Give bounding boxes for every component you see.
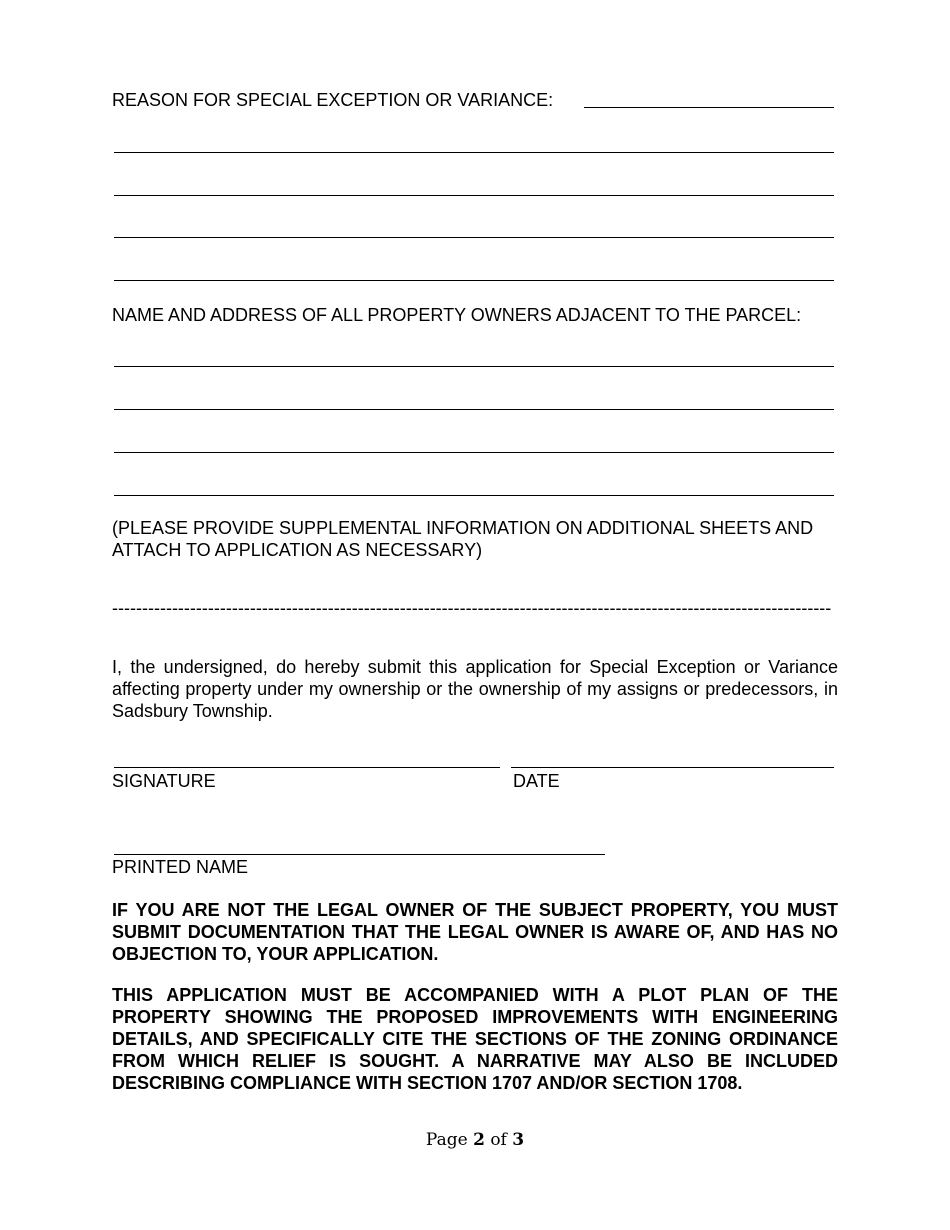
page-word: Page: [425, 1130, 468, 1150]
reason-field-line-1[interactable]: [584, 107, 834, 108]
signature-label: SIGNATURE: [112, 771, 216, 791]
page-number-footer: [0, 1129, 950, 1151]
supplemental-note-line-2: ATTACH TO APPLICATION AS NECESSARY): [112, 540, 483, 560]
printed-name-line[interactable]: [114, 854, 605, 855]
owner-notice: IF YOU ARE NOT THE LEGAL OWNER OF THE SUBJECT PROPERTY, YOU MUST SUBMIT DOCUMENTATION THAT THE LEGAL OWNER IS AWARE OF, AND HAS NO OBJECTION TO, YOUR APPLICATION.: [112, 900, 838, 964]
printed-name-label: PRINTED NAME: [112, 857, 249, 877]
reason-field-line-2[interactable]: [114, 152, 834, 153]
dashed-separator: ------------------------------------------------------------------------------------------------------------------------: [112, 598, 832, 618]
adjacent-owners-line-1[interactable]: [114, 366, 834, 367]
adjacent-owners-line-4[interactable]: [114, 495, 834, 496]
declaration-text: I, the undersigned, do hereby submit this application for Special Exception or Variance affecting property under my ownership or the ownership of my assigns or predecessors, in Sadsbury Township.: [112, 657, 838, 721]
total-pages-number: 3: [512, 1130, 525, 1150]
current-page-number: 2: [473, 1130, 485, 1150]
reason-field-line-5[interactable]: [114, 280, 834, 281]
date-line[interactable]: [511, 767, 834, 768]
reason-label: REASON FOR SPECIAL EXCEPTION OR VARIANCE:: [112, 90, 554, 110]
adjacent-owners-line-2[interactable]: [114, 409, 834, 410]
signature-line[interactable]: [114, 767, 500, 768]
adjacent-owners-line-3[interactable]: [114, 452, 834, 453]
reason-field-line-3[interactable]: [114, 195, 834, 196]
adjacent-owners-label: NAME AND ADDRESS OF ALL PROPERTY OWNERS ADJACENT TO THE PARCEL:: [112, 305, 802, 325]
reason-field-line-4[interactable]: [114, 237, 834, 238]
supplemental-note-line-1: (PLEASE PROVIDE SUPPLEMENTAL INFORMATION ON ADDITIONAL SHEETS AND: [112, 518, 814, 538]
date-label: DATE: [513, 771, 560, 791]
plot-plan-notice: THIS APPLICATION MUST BE ACCOMPANIED WITH A PLOT PLAN OF THE PROPERTY SHOWING THE PROPOSED IMPROVEMENTS WITH ENGINEERING DETAILS, AND SPECIFICALLY CITE THE SECTIONS OF THE ZONING ORDINANCE FROM WHICH RELIEF IS SOUGHT. A NARRATIVE MAY ALSO BE INCLUDED DESCRIBING COMPLIANCE WITH SECTION 1707 AND/OR SECTION 1708.: [112, 985, 838, 1093]
of-word: of: [490, 1130, 507, 1150]
